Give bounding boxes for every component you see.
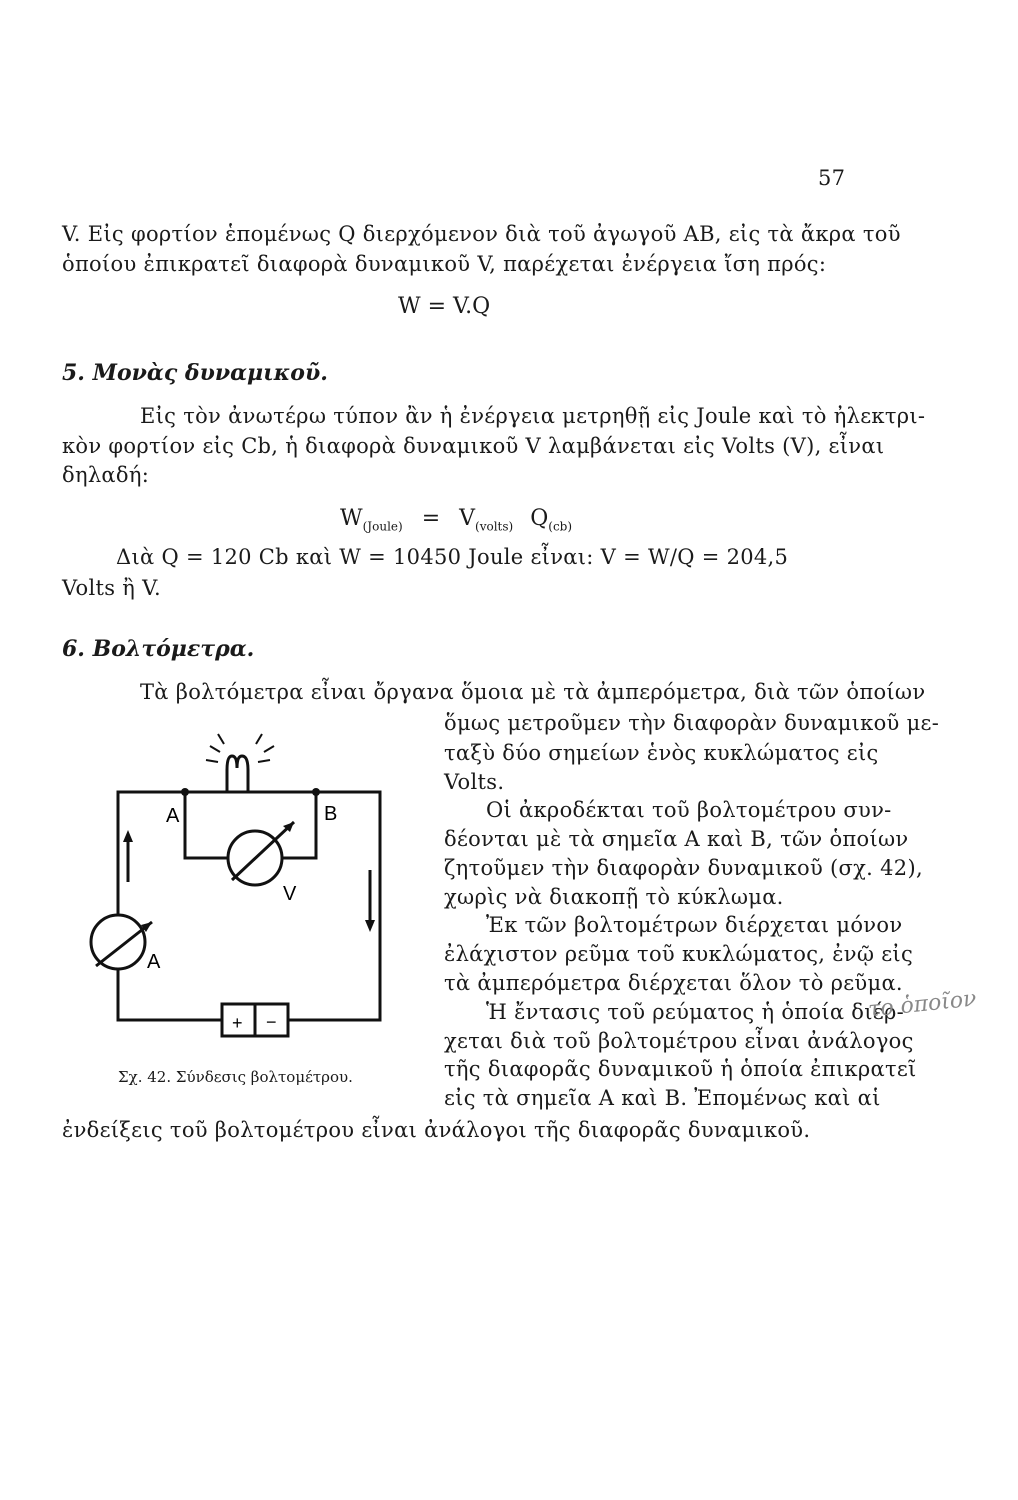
margin-note: το ὁποῖον — [866, 986, 978, 1023]
section6-line6: δέονται μὲ τὰ σημεῖα Α καὶ Β, τῶν ὁποίων — [444, 827, 909, 851]
example-line2: Volts ἢ V. — [62, 576, 161, 600]
section6-line12: Ἡ ἔντασις τοῦ ρεύματος ἡ ὁποία διέρ- — [486, 1000, 905, 1024]
section6-line11: τὰ ἀμπερόμετρα διέρχεται ὅλον τὸ ρεῦμα. — [444, 971, 903, 995]
lamp-icon — [227, 756, 248, 770]
section5-line3: δηλαδή: — [62, 463, 150, 487]
formula-v-sub: (volts) — [475, 519, 514, 534]
formula-w-vq: W = V.Q — [398, 294, 491, 319]
circuit-wire-loop — [118, 792, 380, 1020]
formula-q-sub: (cb) — [548, 519, 573, 534]
section6-line8: χωρὶς νὰ διακοπῇ τὸ κύκλωμα. — [444, 885, 784, 909]
section6-line13: χεται διὰ τοῦ βολτομέτρου εἶναι ἀνάλογος — [444, 1029, 914, 1053]
page-number: 57 — [818, 166, 846, 190]
section6-line16: ἐνδείξεις τοῦ βολτομέτρου εἶναι ἀνάλογοι τῆς διαφορᾶς δυναμικοῦ. — [62, 1118, 811, 1142]
arrow-up-head — [123, 830, 133, 842]
section6-line9: Ἐκ τῶν βολτομέτρων διέρχεται μόνον — [486, 913, 903, 937]
section6-line5: Οἱ ἀκροδέκται τοῦ βολτομέτρου συν- — [486, 798, 892, 822]
battery-minus: − — [266, 1012, 277, 1032]
section6-line14: τῆς διαφορᾶς δυναμικοῦ ἡ ὁποία ἐπικρατεῖ — [444, 1057, 917, 1081]
formula-w: W — [340, 506, 363, 531]
section6-line4: Volts. — [444, 770, 505, 794]
section6-line2: ὅμως μετροῦμεν τὴν διαφορὰν δυναμικοῦ με- — [444, 711, 940, 735]
figure-caption: Σχ. 42. Σύνδεσις βολτομέτρου. — [118, 1068, 353, 1086]
para1-line1: V. Εἰς φορτίον ἑπομένως Q διερχόμενον διὰ τοῦ ἀγωγοῦ ΑΒ, εἰς τὰ ἄκρα τοῦ — [62, 222, 901, 246]
section6-line7: ζητοῦμεν τὴν διαφορὰν δυναμικοῦ (σχ. 42), — [444, 856, 923, 880]
voltmeter-branch-wires — [185, 792, 316, 858]
junction-a-dot — [181, 788, 189, 796]
para1-line2: ὁποίου ἐπικρατεῖ διαφορὰ δυναμικοῦ V, παρέχεται ἐνέργεια ἴση πρός: — [62, 252, 827, 276]
label-ammeter: A — [147, 951, 161, 973]
section6-line10: ἐλάχιστον ρεῦμα τοῦ κυκλώματος, ἐνῷ εἰς — [444, 942, 914, 966]
section5-line2: κὸν φορτίον εἰς Cb, ἡ διαφορὰ δυναμικοῦ V λαμβάνεται εἰς Volts (V), εἶναι — [62, 434, 885, 458]
example-line1: Διὰ Q = 120 Cb καὶ W = 10450 Joule εἶναι: V = W/Q = 204,5 — [116, 545, 789, 569]
formula-q: Q — [530, 506, 549, 531]
formula-eq: = — [421, 506, 441, 531]
battery-plus: + — [232, 1013, 243, 1033]
section6-line3: ταξὺ δύο σημείων ἑνὸς κυκλώματος εἰς — [444, 741, 879, 765]
formula-joule — [340, 506, 572, 533]
formula-w-sub: (Joule) — [362, 519, 403, 534]
label-b: B — [324, 803, 338, 825]
label-v: V — [283, 883, 297, 905]
ammeter-icon — [91, 915, 145, 969]
voltmeter-circuit-diagram — [80, 720, 410, 1040]
formula-v: V — [459, 506, 476, 531]
label-a: A — [166, 805, 180, 827]
section6-heading: 6. Βολτόμετρα. — [62, 636, 255, 662]
section5-heading: 5. Μονὰς δυναμικοῦ. — [62, 360, 328, 386]
lamp-leads — [227, 770, 248, 792]
junction-b-dot — [312, 788, 320, 796]
section5-line1: Εἰς τὸν ἀνωτέρω τύπον ἂν ἡ ἐνέργεια μετρηθῇ εἰς Joule καὶ τὸ ἠλεκτρι- — [140, 404, 926, 428]
arrow-down-head — [365, 920, 375, 932]
section6-line1: Τὰ βολτόμετρα εἶναι ὄργανα ὅμοια μὲ τὰ ἀμπερόμετρα, διὰ τῶν ὁποίων — [140, 680, 926, 704]
section6-line15: εἰς τὰ σημεῖα Α καὶ Β. Ἐπομένως καὶ αἱ — [444, 1086, 881, 1110]
